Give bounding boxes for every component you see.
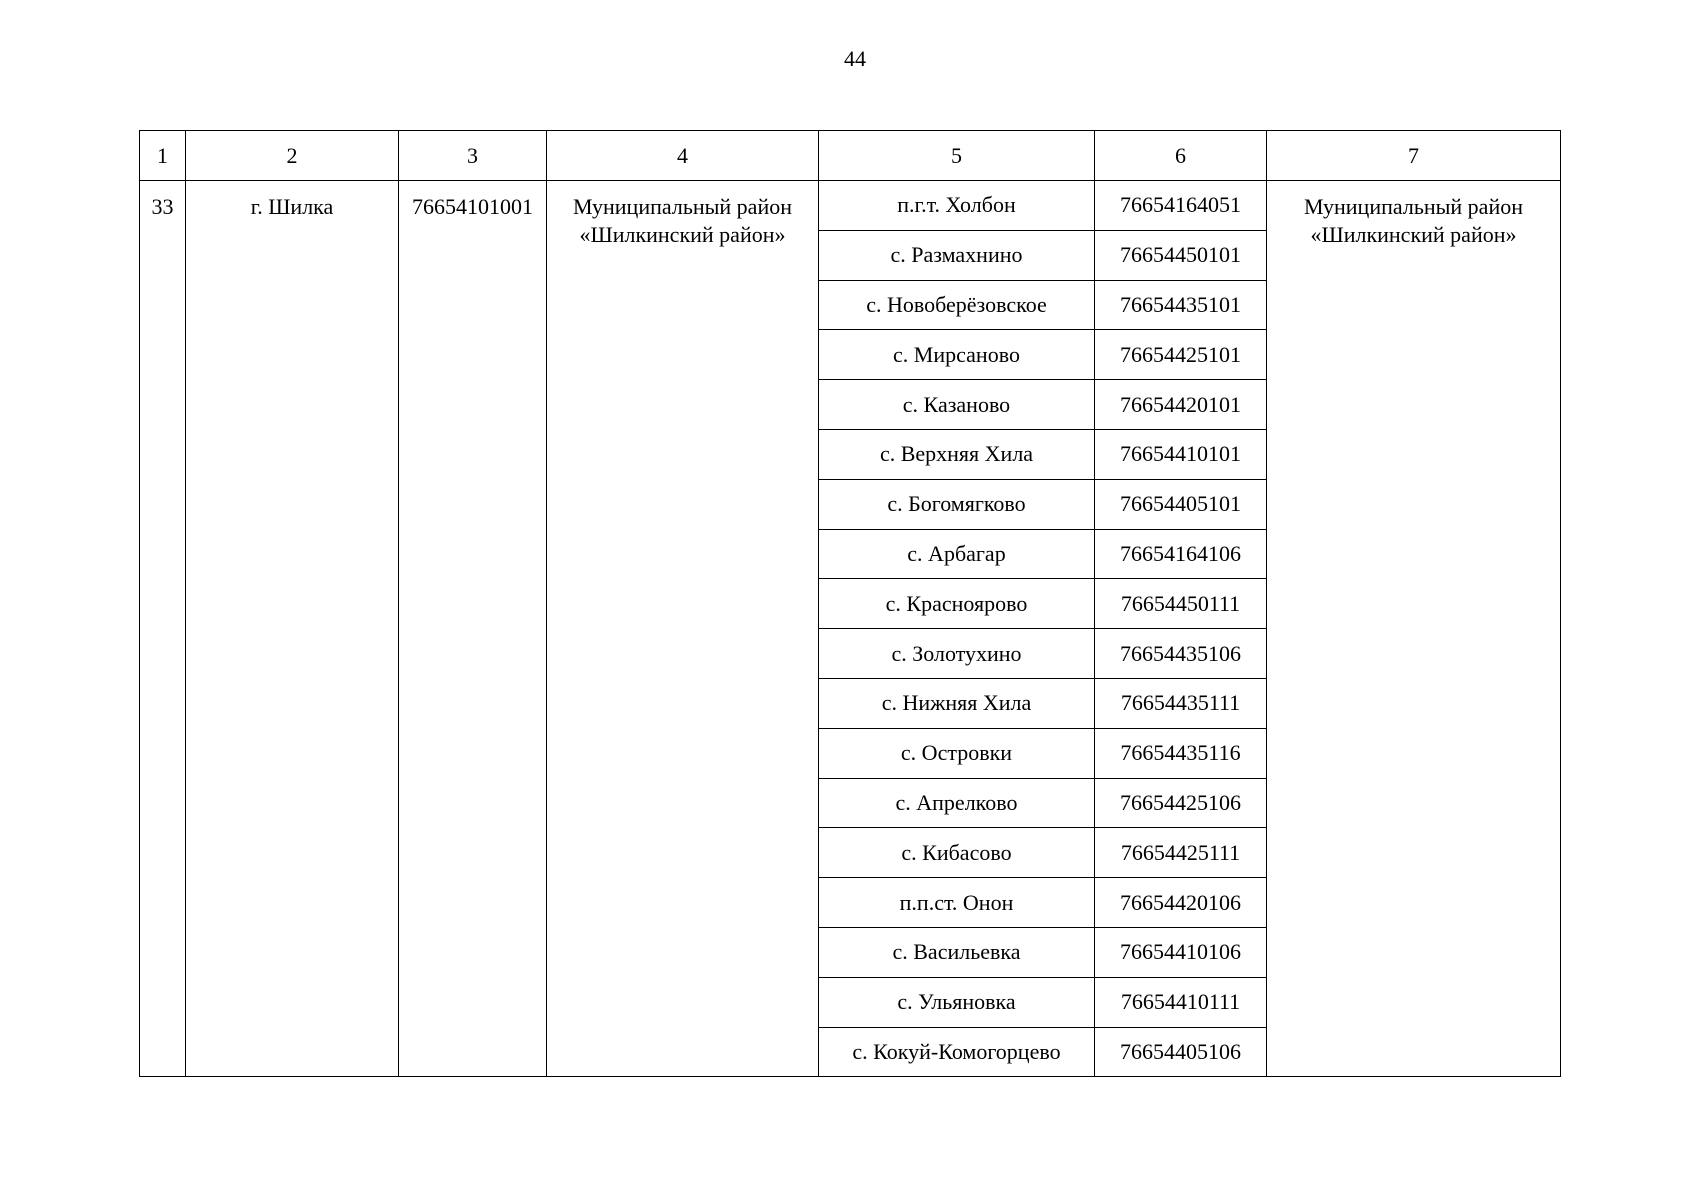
header-cell: 2	[186, 131, 399, 181]
settlement-name-cell: с. Островки	[819, 728, 1095, 778]
header-cell: 3	[399, 131, 547, 181]
settlement-code-cell: 76654405106	[1095, 1027, 1267, 1077]
settlement-code-cell: 76654410111	[1095, 977, 1267, 1027]
row-number-cell: 33	[140, 181, 186, 1077]
settlement-name-cell: п.г.т. Холбон	[819, 181, 1095, 231]
settlements-table	[139, 130, 1561, 1077]
settlement-name-cell: п.п.ст. Онон	[819, 878, 1095, 928]
header-cell: 7	[1267, 131, 1561, 181]
table-header-row	[140, 131, 1561, 181]
settlement-code-cell: 76654435106	[1095, 629, 1267, 679]
settlement-code-cell: 76654435111	[1095, 678, 1267, 728]
settlement-code-cell: 76654450111	[1095, 579, 1267, 629]
settlement-name-cell: с. Васильевка	[819, 927, 1095, 977]
district-col7-cell: Муниципальный район «Шилкинский район»	[1267, 181, 1561, 1077]
settlement-code-cell: 76654425106	[1095, 778, 1267, 828]
settlement-code-cell: 76654420101	[1095, 380, 1267, 430]
settlement-code-cell: 76654164106	[1095, 529, 1267, 579]
settlement-code-cell: 76654450101	[1095, 230, 1267, 280]
settlement-name-cell: с. Размахнино	[819, 230, 1095, 280]
settlement-code-cell: 76654410106	[1095, 927, 1267, 977]
header-cell: 6	[1095, 131, 1267, 181]
city-code-cell: 76654101001	[399, 181, 547, 1077]
header-cell: 5	[819, 131, 1095, 181]
city-cell: г. Шилка	[186, 181, 399, 1077]
table-row	[140, 181, 1561, 231]
settlement-name-cell: с. Кокуй-Комогорцево	[819, 1027, 1095, 1077]
page-number: 44	[844, 46, 866, 71]
settlement-code-cell: 76654164051	[1095, 181, 1267, 231]
settlement-name-cell: с. Ульяновка	[819, 977, 1095, 1027]
settlement-name-cell: с. Апрелково	[819, 778, 1095, 828]
settlement-code-cell: 76654410101	[1095, 429, 1267, 479]
settlement-name-cell: с. Нижняя Хила	[819, 678, 1095, 728]
settlement-name-cell: с. Новоберёзовское	[819, 280, 1095, 330]
settlement-code-cell: 76654420106	[1095, 878, 1267, 928]
settlement-code-cell: 76654405101	[1095, 479, 1267, 529]
settlement-name-cell: с. Красноярово	[819, 579, 1095, 629]
settlement-code-cell: 76654425101	[1095, 330, 1267, 380]
settlement-name-cell: с. Мирсаново	[819, 330, 1095, 380]
settlement-code-cell: 76654435116	[1095, 728, 1267, 778]
settlement-code-cell: 76654425111	[1095, 828, 1267, 878]
header-cell: 4	[547, 131, 819, 181]
settlement-name-cell: с. Верхняя Хила	[819, 429, 1095, 479]
district-cell: Муниципальный район «Шилкинский район»	[547, 181, 819, 1077]
settlement-name-cell: с. Арбагар	[819, 529, 1095, 579]
settlement-code-cell: 76654435101	[1095, 280, 1267, 330]
settlement-name-cell: с. Казаново	[819, 380, 1095, 430]
header-cell: 1	[140, 131, 186, 181]
settlement-name-cell: с. Кибасово	[819, 828, 1095, 878]
settlement-name-cell: с. Золотухино	[819, 629, 1095, 679]
settlement-name-cell: с. Богомягково	[819, 479, 1095, 529]
